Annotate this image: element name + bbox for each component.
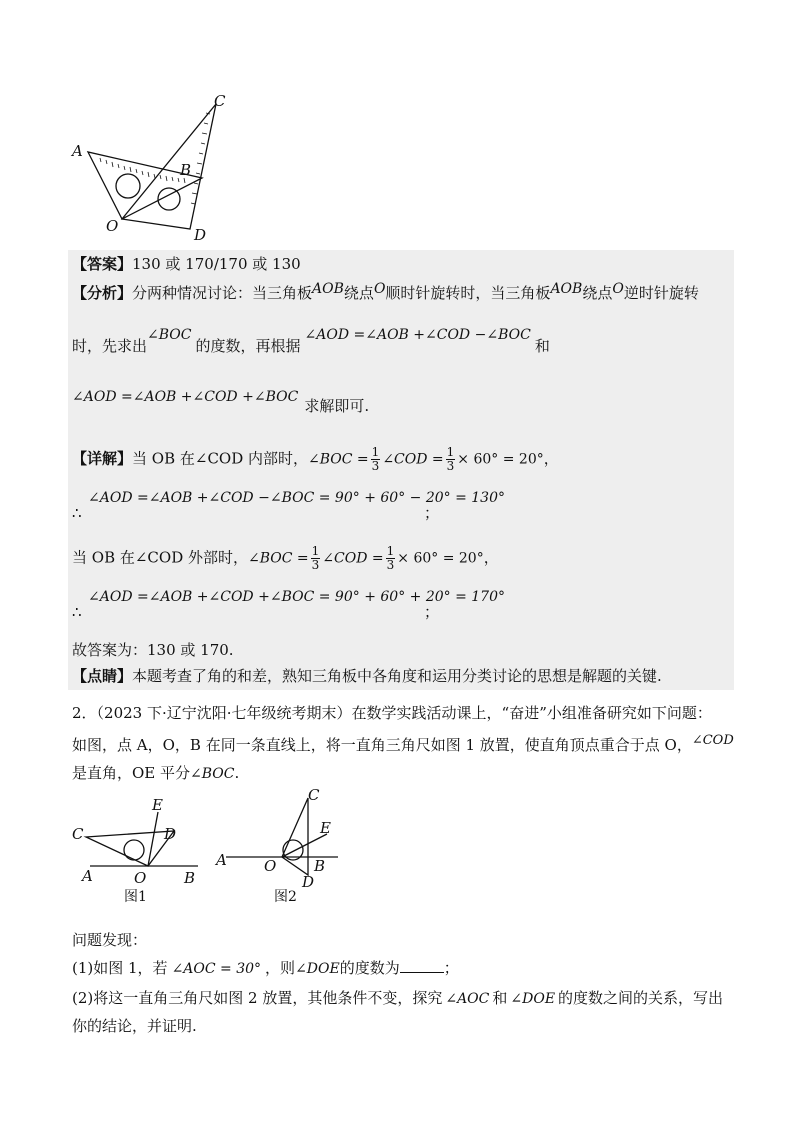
math-boc: ∠BOC =: [248, 550, 309, 567]
fig2b-label-o: O: [264, 857, 277, 875]
fig2a-label-d: D: [164, 825, 177, 843]
fraction-den: 3: [371, 459, 380, 473]
analysis-tag: 【分析】: [72, 284, 133, 302]
fig2b-label-c: C: [308, 786, 320, 804]
fraction-den: 3: [311, 558, 320, 572]
math-aoc: ∠AOC: [445, 991, 490, 1007]
formula-aod-minus: ∠AOD =∠AOB +∠COD −∠BOC: [304, 327, 531, 343]
math-cod: ∠COD: [691, 733, 734, 748]
q-text: (1)如图 1，若: [72, 959, 168, 977]
final-answer: [72, 640, 234, 660]
formula-aod-plus: ∠AOD =∠AOB +∠COD +∠BOC: [72, 389, 299, 405]
punct: ；: [424, 504, 440, 522]
analysis-text: 分两种情况讨论：当三角板: [132, 284, 313, 302]
analysis-text: 绕点: [582, 284, 613, 302]
question-1: [72, 958, 459, 979]
detail-text: 当 OB 在∠COD 内部时，: [132, 449, 309, 468]
q2-text: 2．（2023 下·辽宁沈阳·七年级统考期末）在数学实践活动课上，“奋进”小组准备研究如下问题：: [72, 704, 712, 722]
answer-blank[interactable]: [400, 958, 444, 973]
analysis-text: 逆时针旋转: [623, 284, 699, 302]
comment-text: 本题考查了角的和差，熟知三角板中各角度和运用分类讨论的思想是解题的关键.: [132, 667, 662, 685]
fraction-num: 1: [446, 445, 455, 459]
comment-tag: 【点睛】: [72, 667, 133, 685]
result-130: ∠AOD =∠AOB +∠COD −∠BOC = 90° + 60° − 20° = 130°: [88, 490, 505, 506]
math-cod: ∠COD =: [382, 451, 444, 468]
math-boc: ∠BOC: [147, 327, 192, 343]
q2-line-2: [72, 735, 734, 757]
math-times: × 60° = 20°: [397, 550, 484, 567]
analysis-text: 的度数，再根据: [195, 337, 301, 355]
heading-text: 问题发现：: [72, 931, 148, 949]
semicolon-1: [424, 503, 439, 523]
detail-line-1: [72, 446, 559, 473]
analysis-line-2: [72, 327, 550, 357]
analysis-line-3: [72, 389, 370, 417]
q-text: 你的结论，并证明.: [72, 1017, 197, 1035]
fig1-label-a: A: [72, 142, 83, 160]
q-text: 的度数之间的关系，写出: [558, 989, 724, 1007]
q-text: 的度数为: [339, 959, 400, 977]
q-text: 和: [492, 989, 508, 1007]
fig1-label-d: D: [194, 226, 207, 244]
figure-1-diagram: [66, 795, 216, 905]
fig2b-caption: 图2: [274, 889, 297, 905]
punct: ，: [483, 548, 499, 567]
answer-text: 130 或 170/170 或 130: [132, 255, 301, 273]
fraction-one-third: [446, 446, 456, 473]
answer-tag: 【答案】: [72, 255, 133, 273]
fig1-label-o: O: [106, 217, 119, 235]
fig2a-label-b: B: [184, 869, 196, 887]
math-aob: AOB: [312, 281, 344, 297]
math-times: × 60° = 20°: [457, 451, 544, 468]
fig1-label-b: B: [180, 161, 192, 179]
detail-line-3: [72, 545, 499, 572]
fig2b-label-e: E: [320, 819, 331, 837]
question-2: [72, 988, 723, 1009]
math-aoc-30: ∠AOC = 30°: [171, 961, 262, 977]
analysis-text: 和: [534, 337, 550, 355]
fig2a-label-c: C: [72, 825, 84, 843]
result-170: ∠AOD =∠AOB +∠COD +∠BOC = 90° + 60° + 20° = 170°: [88, 589, 505, 605]
comment-line: [72, 666, 662, 686]
analysis-text: 绕点: [343, 284, 374, 302]
fig2a-caption: 图1: [124, 889, 147, 905]
math-o: O: [612, 281, 624, 297]
q-text: (2)将这一直角三角尺如图 2 放置，其他条件不变，探究: [72, 989, 443, 1007]
fraction-one-third: [311, 545, 321, 572]
question-2-cont: [72, 1016, 197, 1036]
fig2a-label-a: A: [82, 867, 93, 885]
math-o: O: [373, 281, 386, 297]
math-doe: ∠DOE: [295, 961, 340, 977]
fraction-one-third: [386, 545, 396, 572]
q-text: ，则: [265, 959, 296, 977]
math-boc: ∠BOC =: [308, 451, 369, 468]
q2-text: 是直角，OE 平分: [72, 764, 191, 782]
fig1-label-c: C: [214, 92, 226, 110]
fig2a-label-o: O: [134, 869, 147, 887]
answer-line: [72, 254, 301, 274]
therefore-sign: ∴: [72, 504, 82, 522]
punct: ，: [543, 449, 559, 468]
therefore-sign: ∴: [72, 603, 82, 621]
fraction-num: 1: [386, 544, 395, 558]
final-answer-text: 故答案为：130 或 170.: [72, 641, 234, 659]
analysis-text: 求解即可.: [304, 397, 370, 415]
analysis-line-1: [72, 283, 699, 304]
punct: .: [234, 764, 240, 782]
therefore-1: [72, 503, 82, 523]
fraction-one-third: [371, 446, 381, 473]
fig2b-label-b: B: [314, 857, 326, 875]
fraction-den: 3: [446, 459, 455, 473]
q2-line-1: [72, 703, 712, 723]
punct: ；: [443, 959, 459, 977]
q2-line-3: [72, 763, 239, 784]
fig2b-label-a: A: [216, 851, 227, 869]
fraction-den: 3: [386, 558, 395, 572]
analysis-text: 时，先求出: [72, 337, 148, 355]
figure-2-diagram: [210, 783, 370, 908]
figure-triangle-rulers: [70, 90, 250, 250]
math-boc: ∠BOC: [190, 766, 235, 782]
fig2b-label-d: D: [302, 873, 315, 891]
semicolon-2: [424, 602, 439, 622]
fraction-num: 1: [311, 544, 320, 558]
math-doe: ∠DOE: [510, 991, 556, 1007]
detail-tag: 【详解】: [72, 449, 133, 468]
punct: ；: [424, 603, 440, 621]
fraction-num: 1: [371, 445, 380, 459]
questions-heading: [72, 930, 147, 950]
therefore-2: [72, 602, 82, 622]
q2-text: 如图，点 A，O，B 在同一条直线上，将一直角三角尺如图 1 放置，使直角顶点重合于点 O，: [72, 736, 692, 754]
math-aob: AOB: [550, 281, 583, 297]
analysis-text: 顺时针旋转时，当三角板: [385, 284, 551, 302]
detail-text: 当 OB 在∠COD 外部时，: [72, 548, 248, 567]
fig2a-label-e: E: [152, 796, 163, 814]
math-cod: ∠COD =: [322, 550, 384, 567]
